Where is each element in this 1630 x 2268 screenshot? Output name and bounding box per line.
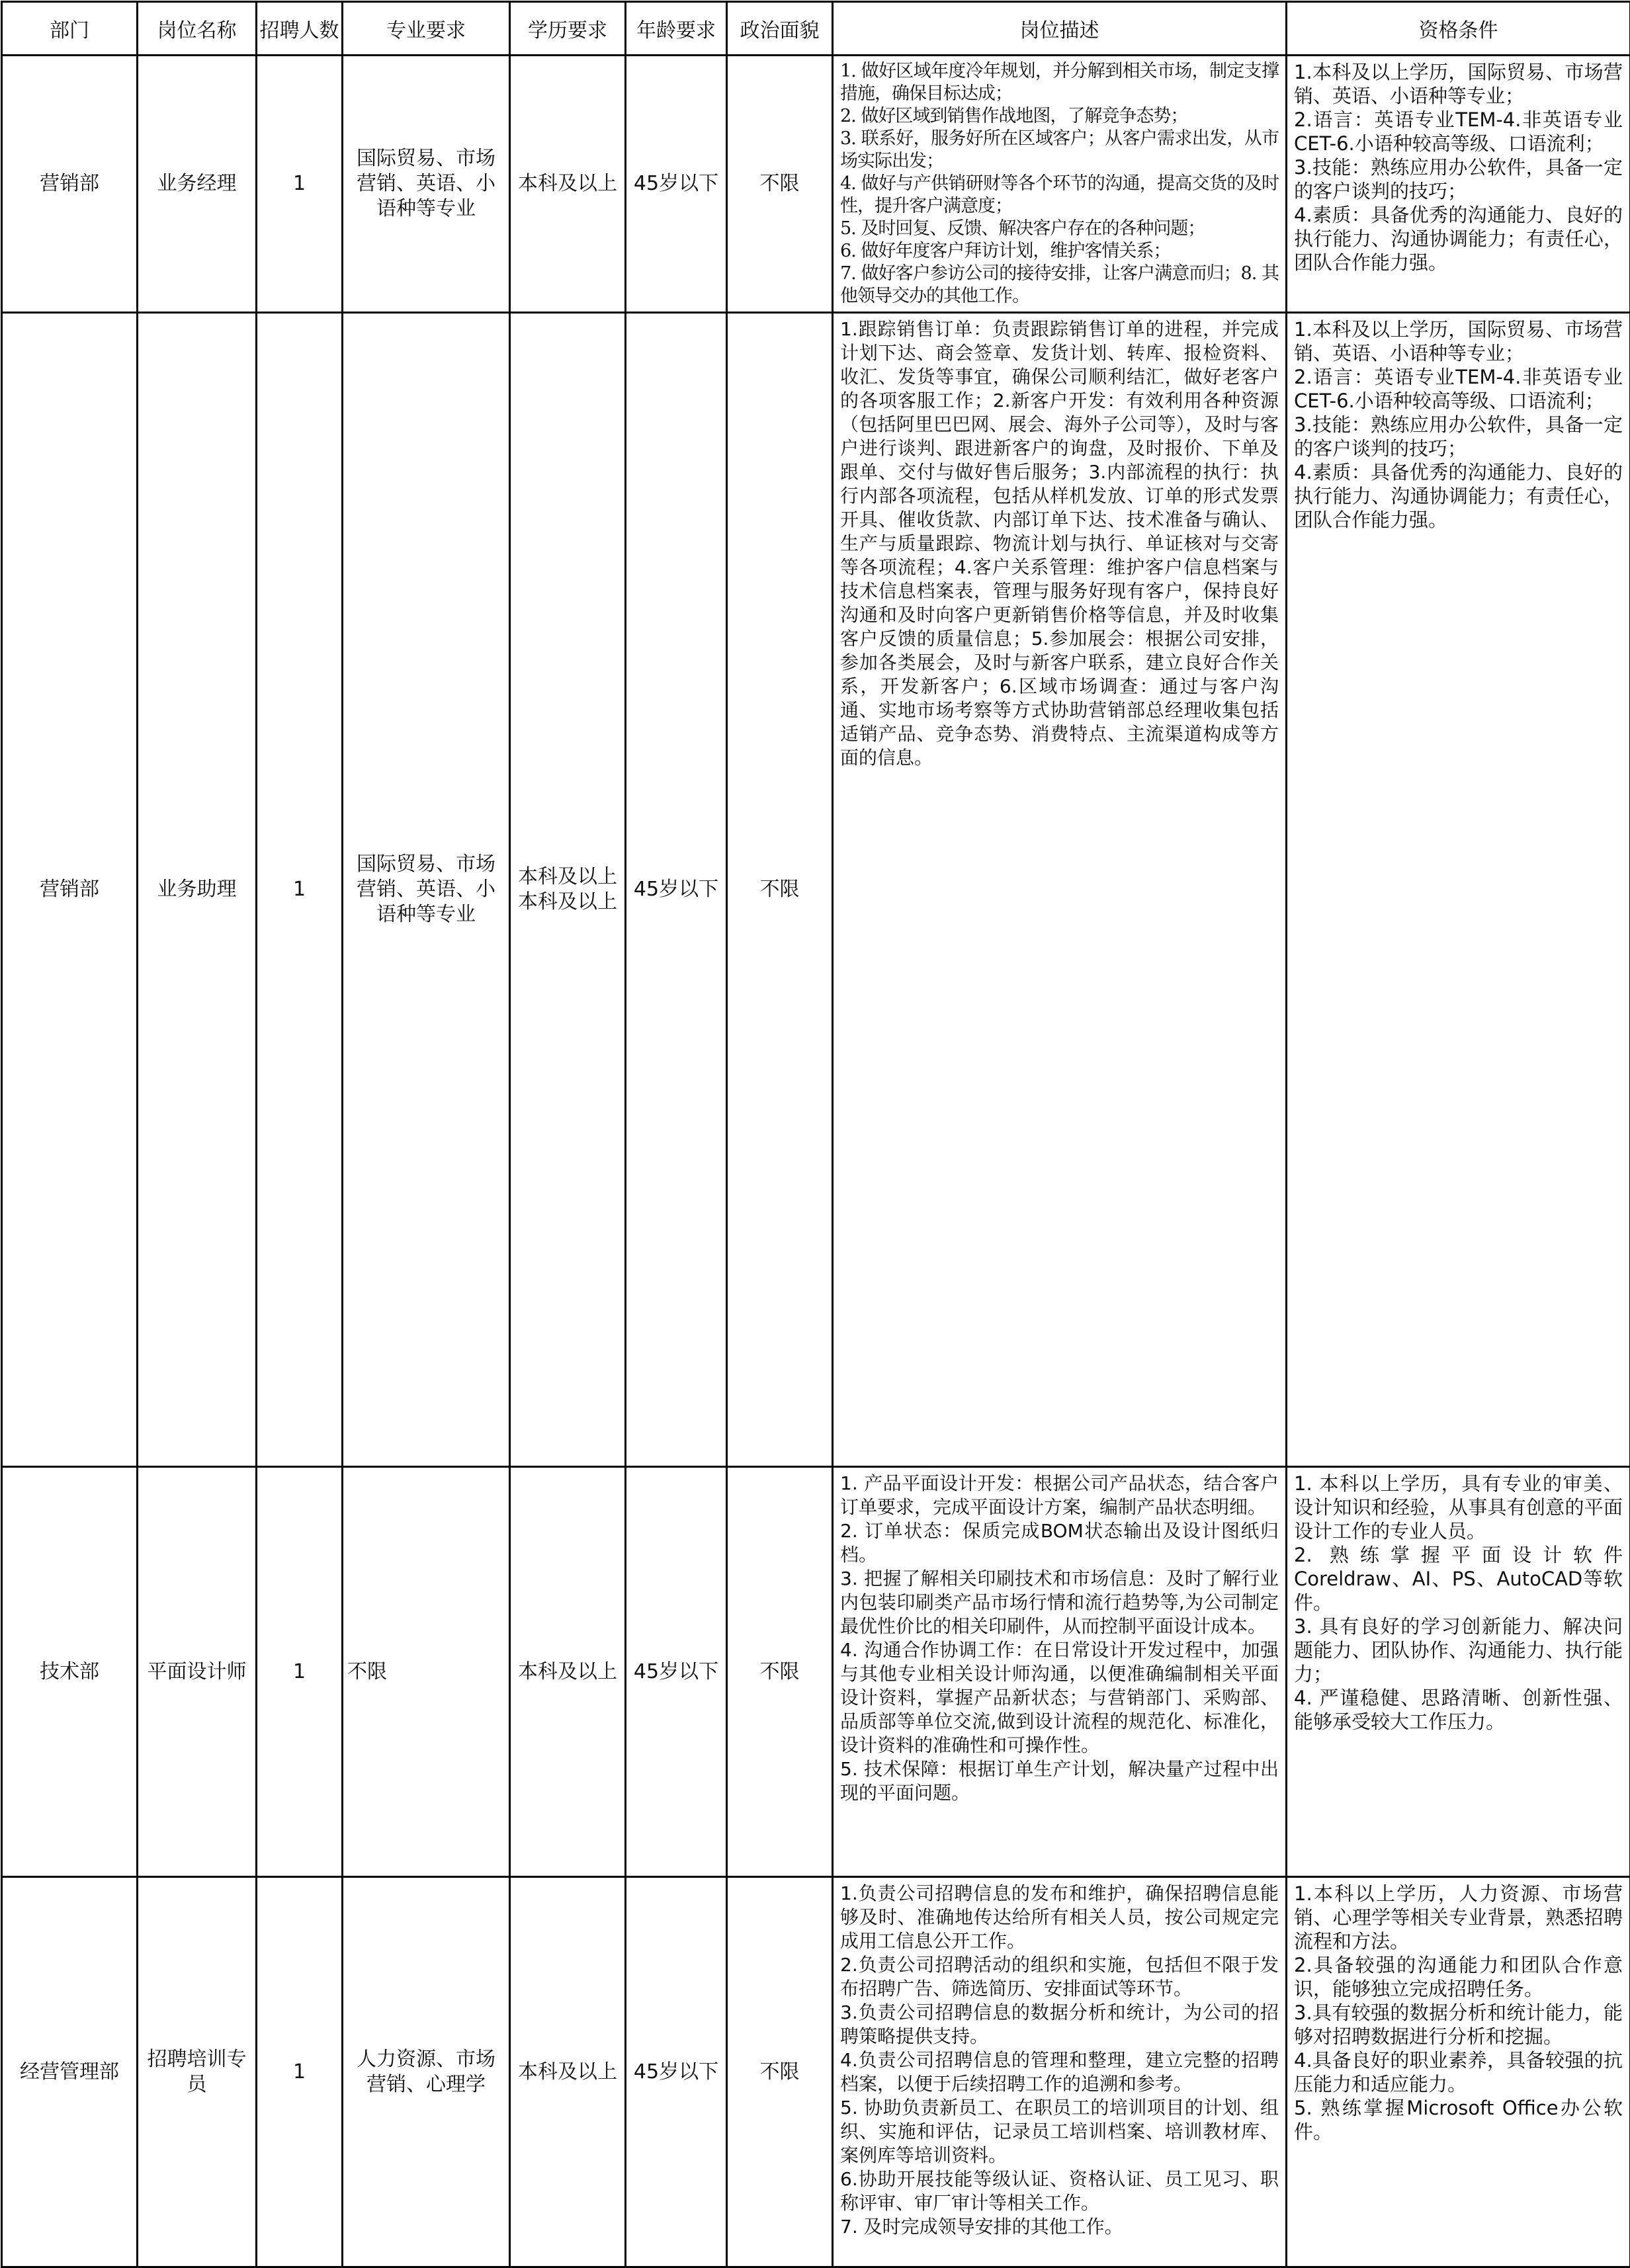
count-cell: 1 [257, 56, 343, 313]
count-cell: 1 [257, 1467, 343, 1877]
position-cell: 业务助理 [138, 313, 257, 1467]
recruitment-table [1, 1, 1630, 2268]
header-position: 岗位名称 [138, 2, 257, 56]
description-cell: 1.负责公司招聘信息的发布和维护，确保招聘信息能够及时、准确地传达给所有相关人员，按公司规定完成用工信息公开工作。 2.负责公司招聘活动的组织和实施，包括但不限于发布招聘广告、筛选简历、安排面试等环节。 3.负责公司招聘信息的数据分析和统计，为公司的招聘策略提供支持。 4.负责公司招聘信息的管理和整理，建立完整的招聘档案，以便于后续招聘工作的追溯和参考。 5. 协助负责新员工、在职员工的培训项目的计划、组织、实施和评估，记录员工培训档案、培训教材库、案例库等培训资料。 6.协助开展技能等级认证、资格认证、员工见习、职称评审、审厂审计等相关工作。 7. 及时完成领导安排的其他工作。 [833, 1877, 1287, 2267]
header-description: 岗位描述 [833, 2, 1287, 56]
major-cell: 国际贸易、市场营销、英语、小语种等专业 [343, 313, 510, 1467]
qualification-cell: 1.本科以上学历，人力资源、市场营销、心理学等相关专业背景，熟悉招聘流程和方法。 2.具备较强的沟通能力和团队合作意识，能够独立完成招聘任务。 3.具有较强的数据分析和统计能力，能够对招聘数据进行分析和挖掘。 4.具备良好的职业素养，具备较强的抗压能力和适应能力。 5. 熟练掌握Microsoft Office办公软件。 [1287, 1877, 1630, 2267]
age-cell: 45岁以下 [626, 56, 727, 313]
age-cell: 45岁以下 [626, 1467, 727, 1877]
header-major: 专业要求 [343, 2, 510, 56]
header-department: 部门 [2, 2, 138, 56]
department-cell: 技术部 [2, 1467, 138, 1877]
table-row [2, 313, 1630, 1467]
political-cell: 不限 [727, 1877, 833, 2267]
header-qualification: 资格条件 [1287, 2, 1630, 56]
age-cell: 45岁以下 [626, 313, 727, 1467]
count-cell: 1 [257, 313, 343, 1467]
position-cell: 业务经理 [138, 56, 257, 313]
header-education: 学历要求 [510, 2, 626, 56]
position-cell: 平面设计师 [138, 1467, 257, 1877]
department-cell: 营销部 [2, 56, 138, 313]
table-row [2, 56, 1630, 313]
table-row [2, 1877, 1630, 2267]
header-count: 招聘人数 [257, 2, 343, 56]
description-cell: 1. 产品平面设计开发：根据公司产品状态，结合客户订单要求，完成平面设计方案，编制产品状态明细。 2. 订单状态：保质完成BOM状态输出及设计图纸归档。 3. 把握了解相关印刷技术和市场信息：及时了解行业内包装印刷类产品市场行情和流行趋势等,为公司制定最优性价比的相关印刷件，从而控制平面设计成本。 4. 沟通合作协调工作：在日常设计开发过程中，加强与其他专业相关设计师沟通，以便准确编制相关平面设计资料，掌握产品新状态；与营销部门、采购部、品质部等单位交流,做到设计流程的规范化、标准化，设计资料的准确性和可操作性。 5. 技术保障：根据订单生产计划，解决量产过程中出现的平面问题。 [833, 1467, 1287, 1877]
table-row [2, 1467, 1630, 1877]
major-cell: 国际贸易、市场营销、英语、小语种等专业 [343, 56, 510, 313]
position-cell: 招聘培训专员 [138, 1877, 257, 2267]
major-cell: 不限 [343, 1467, 510, 1877]
political-cell: 不限 [727, 1467, 833, 1877]
education-cell: 本科及以上 [510, 1467, 626, 1877]
qualification-cell: 1.本科及以上学历，国际贸易、市场营销、英语、小语种等专业； 2.语言：英语专业TEM-4.非英语专业CET-6.小语种较高等级、口语流利； 3.技能：熟练应用办公软件，具备一定的客户谈判的技巧； 4.素质：具备优秀的沟通能力、良好的执行能力、沟通协调能力；有责任心，团队合作能力强。 [1287, 313, 1630, 1467]
qualification-cell: 1.本科及以上学历，国际贸易、市场营销、英语、小语种等专业； 2.语言：英语专业TEM-4.非英语专业CET-6.小语种较高等级、口语流利； 3.技能：熟练应用办公软件，具备一定的客户谈判的技巧； 4.素质：具备优秀的沟通能力、良好的执行能力、沟通协调能力；有责任心，团队合作能力强。 [1287, 56, 1630, 313]
education-cell: 本科及以上 [510, 1877, 626, 2267]
age-cell: 45岁以下 [626, 1877, 727, 2267]
header-age: 年龄要求 [626, 2, 727, 56]
political-cell: 不限 [727, 56, 833, 313]
education-cell: 本科及以上 [510, 56, 626, 313]
political-cell: 不限 [727, 313, 833, 1467]
qualification-cell: 1. 本科以上学历，具有专业的审美、设计知识和经验，从事具有创意的平面设计工作的专业人员。 2. 熟练掌握平面设计软件Coreldraw、AI、PS、AutoCAD等软件。 3. 具有良好的学习创新能力、解决问题能力、团队协作、沟通能力、执行能力； 4. 严谨稳健、思路清晰、创新性强、能够承受较大工作压力。 [1287, 1467, 1630, 1877]
count-cell: 1 [257, 1877, 343, 2267]
department-cell: 经营管理部 [2, 1877, 138, 2267]
description-cell: 1. 做好区域年度冷年规划，并分解到相关市场，制定支撑措施，确保目标达成； 2. 做好区域到销售作战地图，了解竞争态势； 3. 联系好，服务好所在区域客户；从客户需求出发，从市场实际出发； 4. 做好与产供销研财等各个环节的沟通，提高交货的及时性，提升客户满意度； 5. 及时回复、反馈、解决客户存在的各种问题； 6. 做好年度客户拜访计划，维护客情关系； 7. 做好客户参访公司的接待安排，让客户满意而归；8. 其他领导交办的其他工作。 [833, 56, 1287, 313]
major-cell: 人力资源、市场营销、心理学 [343, 1877, 510, 2267]
education-cell: 本科及以上本科及以上 [510, 313, 626, 1467]
header-row [2, 2, 1630, 56]
description-cell: 1.跟踪销售订单：负责跟踪销售订单的进程，并完成计划下达、商会签章、发货计划、转库、报检资料、收汇、发货等事宜，确保公司顺利结汇，做好老客户的各项客服工作；2.新客户开发：有效利用各种资源（包括阿里巴巴网、展会、海外子公司等），及时与客户进行谈判、跟进新客户的询盘，及时报价、下单及跟单、交付与做好售后服务；3.内部流程的执行：执行内部各项流程，包括从样机发放、订单的形式发票开具、催收货款、内部订单下达、技术准备与确认、生产与质量跟踪、物流计划与执行、单证核对与交寄等各项流程；4.客户关系管理：维护客户信息档案与技术信息档案表，管理与服务好现有客户，保持良好沟通和及时向客户更新销售价格等信息，并及时收集客户反馈的质量信息；5.参加展会：根据公司安排，参加各类展会，及时与新客户联系，建立良好合作关系，开发新客户；6.区域市场调查：通过与客户沟通、实地市场考察等方式协助营销部总经理收集包括适销产品、竞争态势、消费特点、主流渠道构成等方面的信息。 [833, 313, 1287, 1467]
department-cell: 营销部 [2, 313, 138, 1467]
header-political: 政治面貌 [727, 2, 833, 56]
